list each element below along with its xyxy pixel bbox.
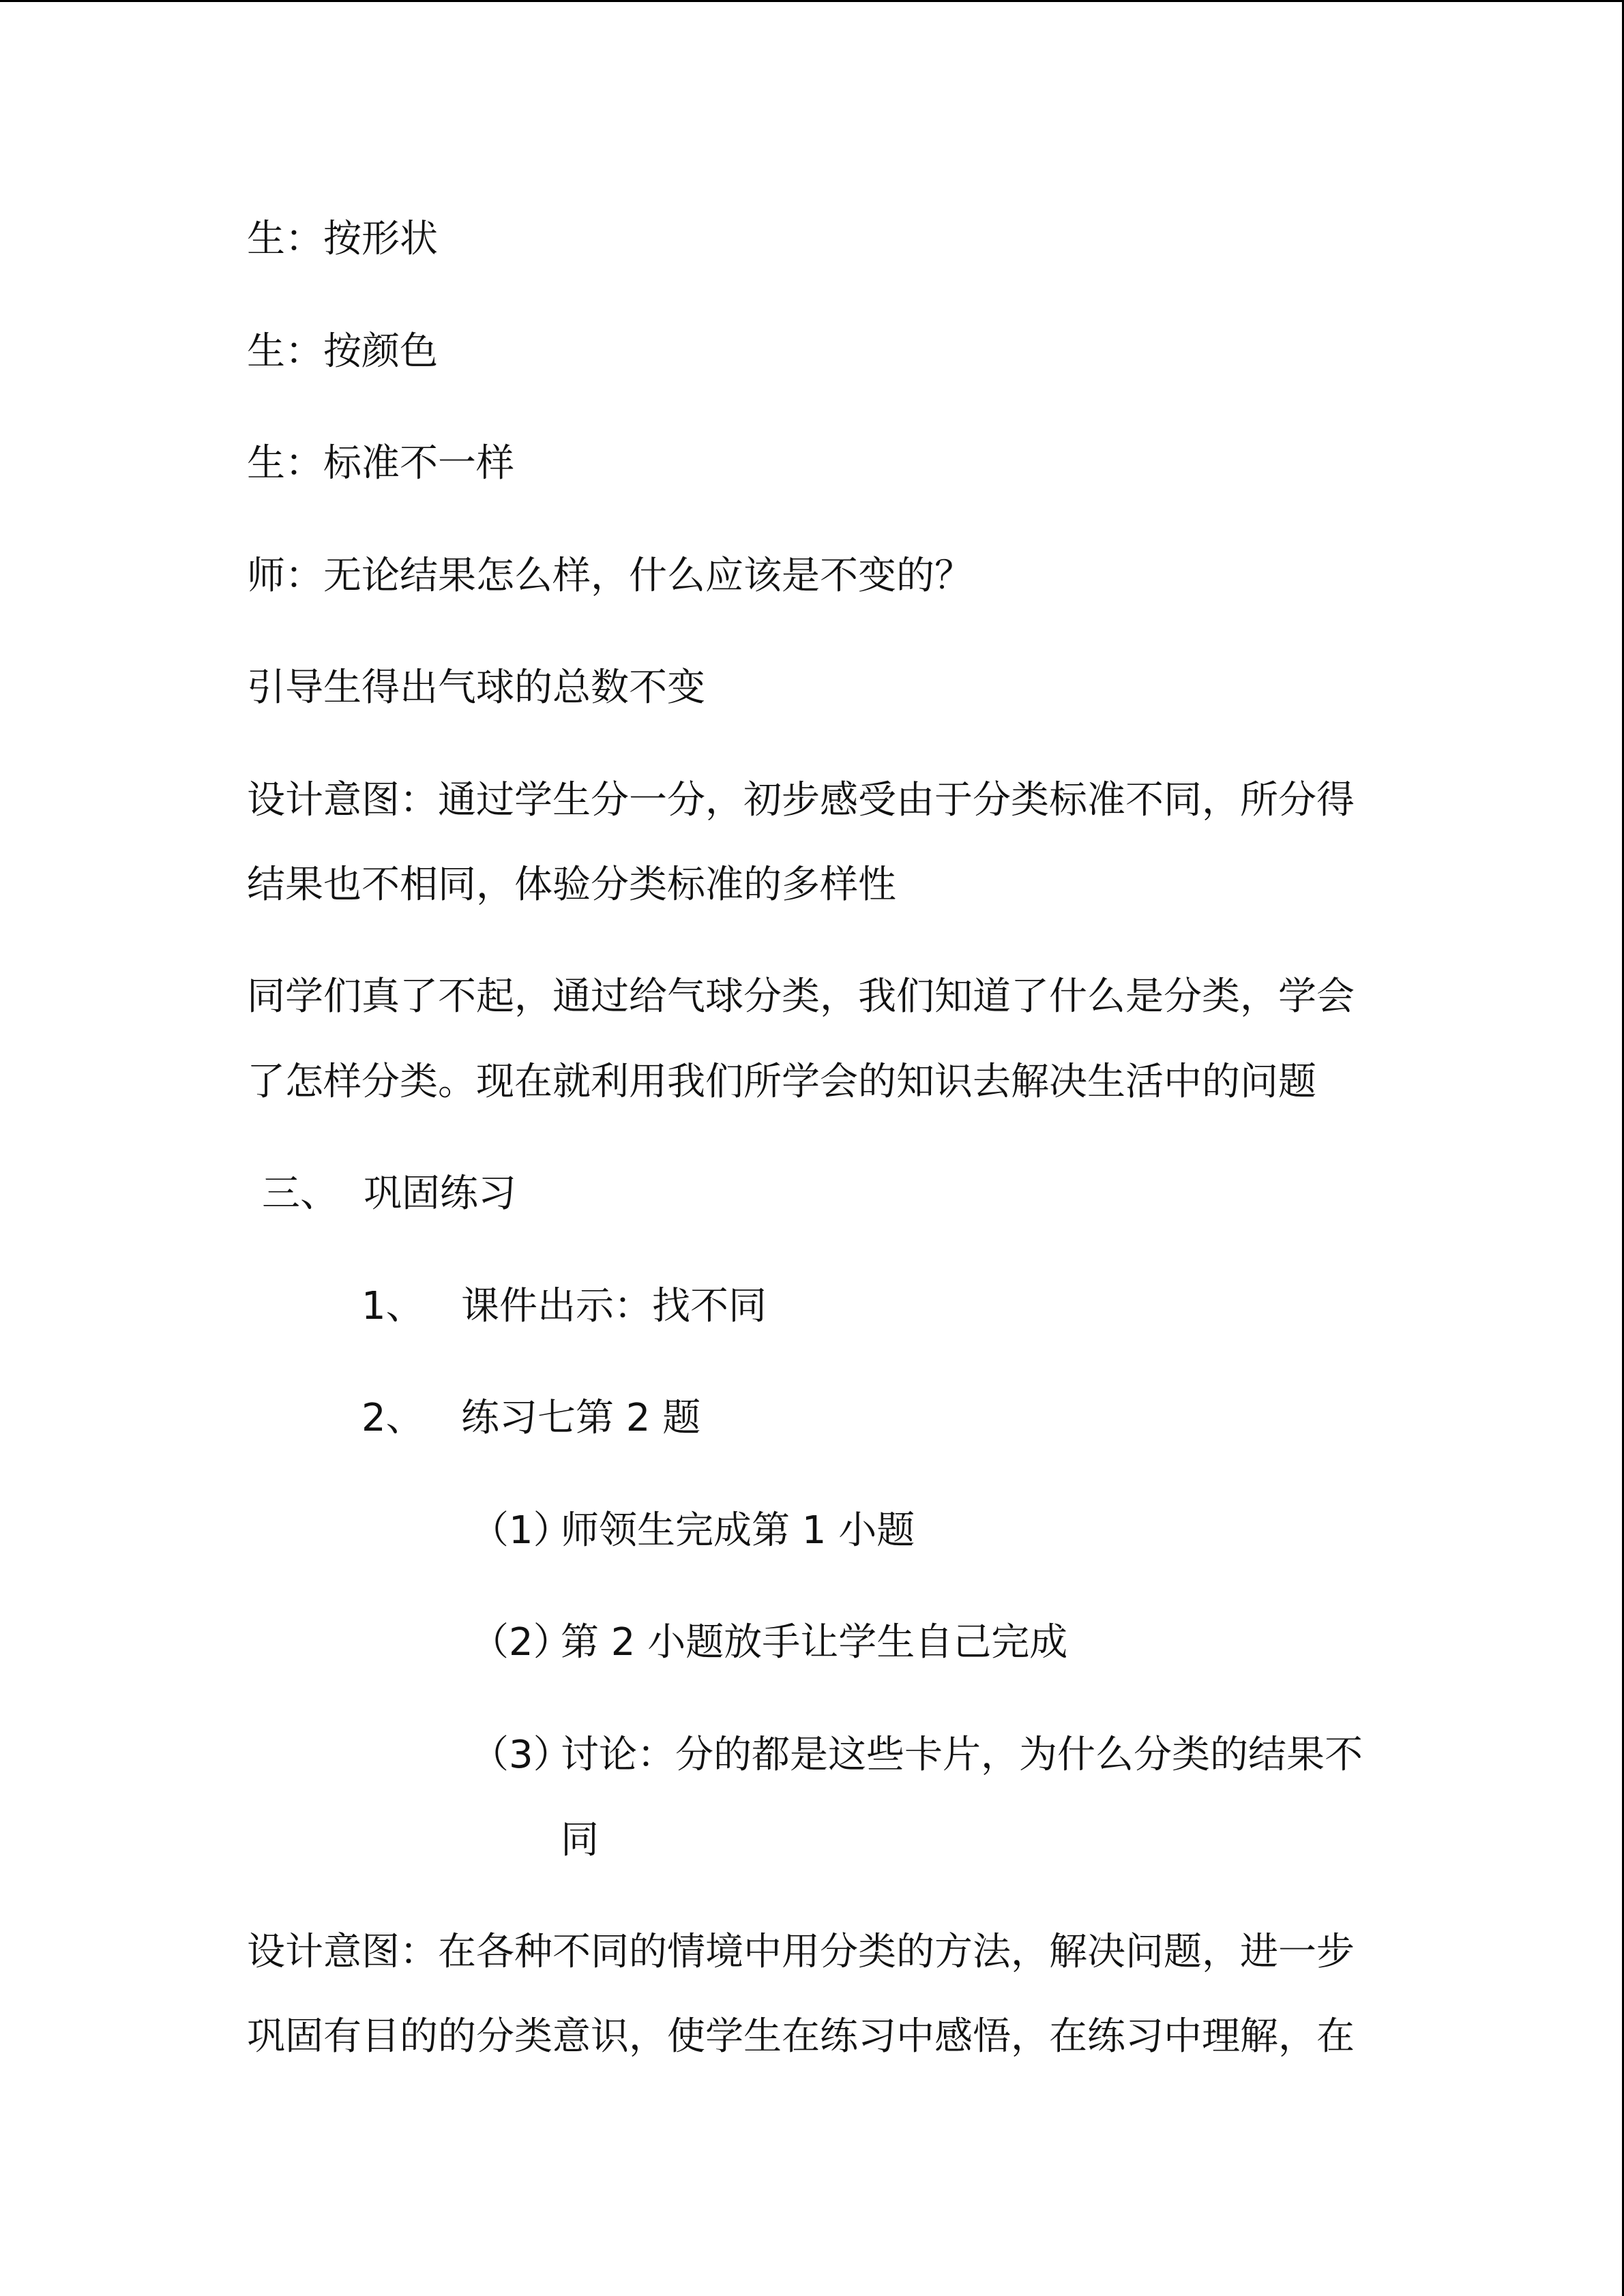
paragraph-line: 师：无论结果怎么样，什么应该是不变的？ (247, 554, 973, 598)
paragraph-line: 生：按颜色 (247, 329, 438, 374)
list-item-number: 2、 (361, 1396, 424, 1440)
paragraph-line: 生：标准不一样 (247, 441, 514, 486)
paragraph-line: 引导生得出气球的总数不变 (247, 666, 705, 710)
section-number: 三、 (262, 1172, 338, 1216)
paragraph-line: 设计意图：通过学生分一分，初步感受由于分类标准不同，所分得 (247, 778, 1355, 822)
paragraph-line: 设计意图：在各种不同的情境中用分类的方法，解决问题，进一步 (247, 1930, 1355, 1974)
sub-item: 师领生完成第 1 小题 (561, 1508, 915, 1553)
paragraph-line: 结果也不相同，体验分类标准的多样性 (247, 863, 896, 907)
sub-item-number: （3） (471, 1733, 572, 1777)
sub-item-number: （2） (471, 1620, 572, 1665)
list-item-number: 1、 (361, 1284, 424, 1328)
paragraph-line: 了怎样分类。现在就利用我们所学会的知识去解决生活中的问题 (247, 1060, 1316, 1104)
sub-item-continuation: 同 (561, 1818, 599, 1862)
paragraph-line: 巩固有目的的分类意识，使学生在练习中感悟，在练习中理解，在 (247, 2014, 1355, 2059)
list-item: 练习七第 2 题 (461, 1396, 701, 1440)
sub-item: 第 2 小题放手让学生自己完成 (561, 1620, 1068, 1665)
section-heading: 巩固练习 (364, 1172, 516, 1216)
paragraph-line: 同学们真了不起，通过给气球分类，我们知道了什么是分类，学会 (247, 974, 1355, 1019)
list-item: 课件出示：找不同 (461, 1284, 767, 1328)
sub-item-number: （1） (471, 1508, 572, 1553)
paragraph-line: 生：按形状 (247, 217, 438, 261)
sub-item: 讨论：分的都是这些卡片，为什么分类的结果不 (561, 1733, 1363, 1777)
page-top-border (0, 0, 1624, 2)
